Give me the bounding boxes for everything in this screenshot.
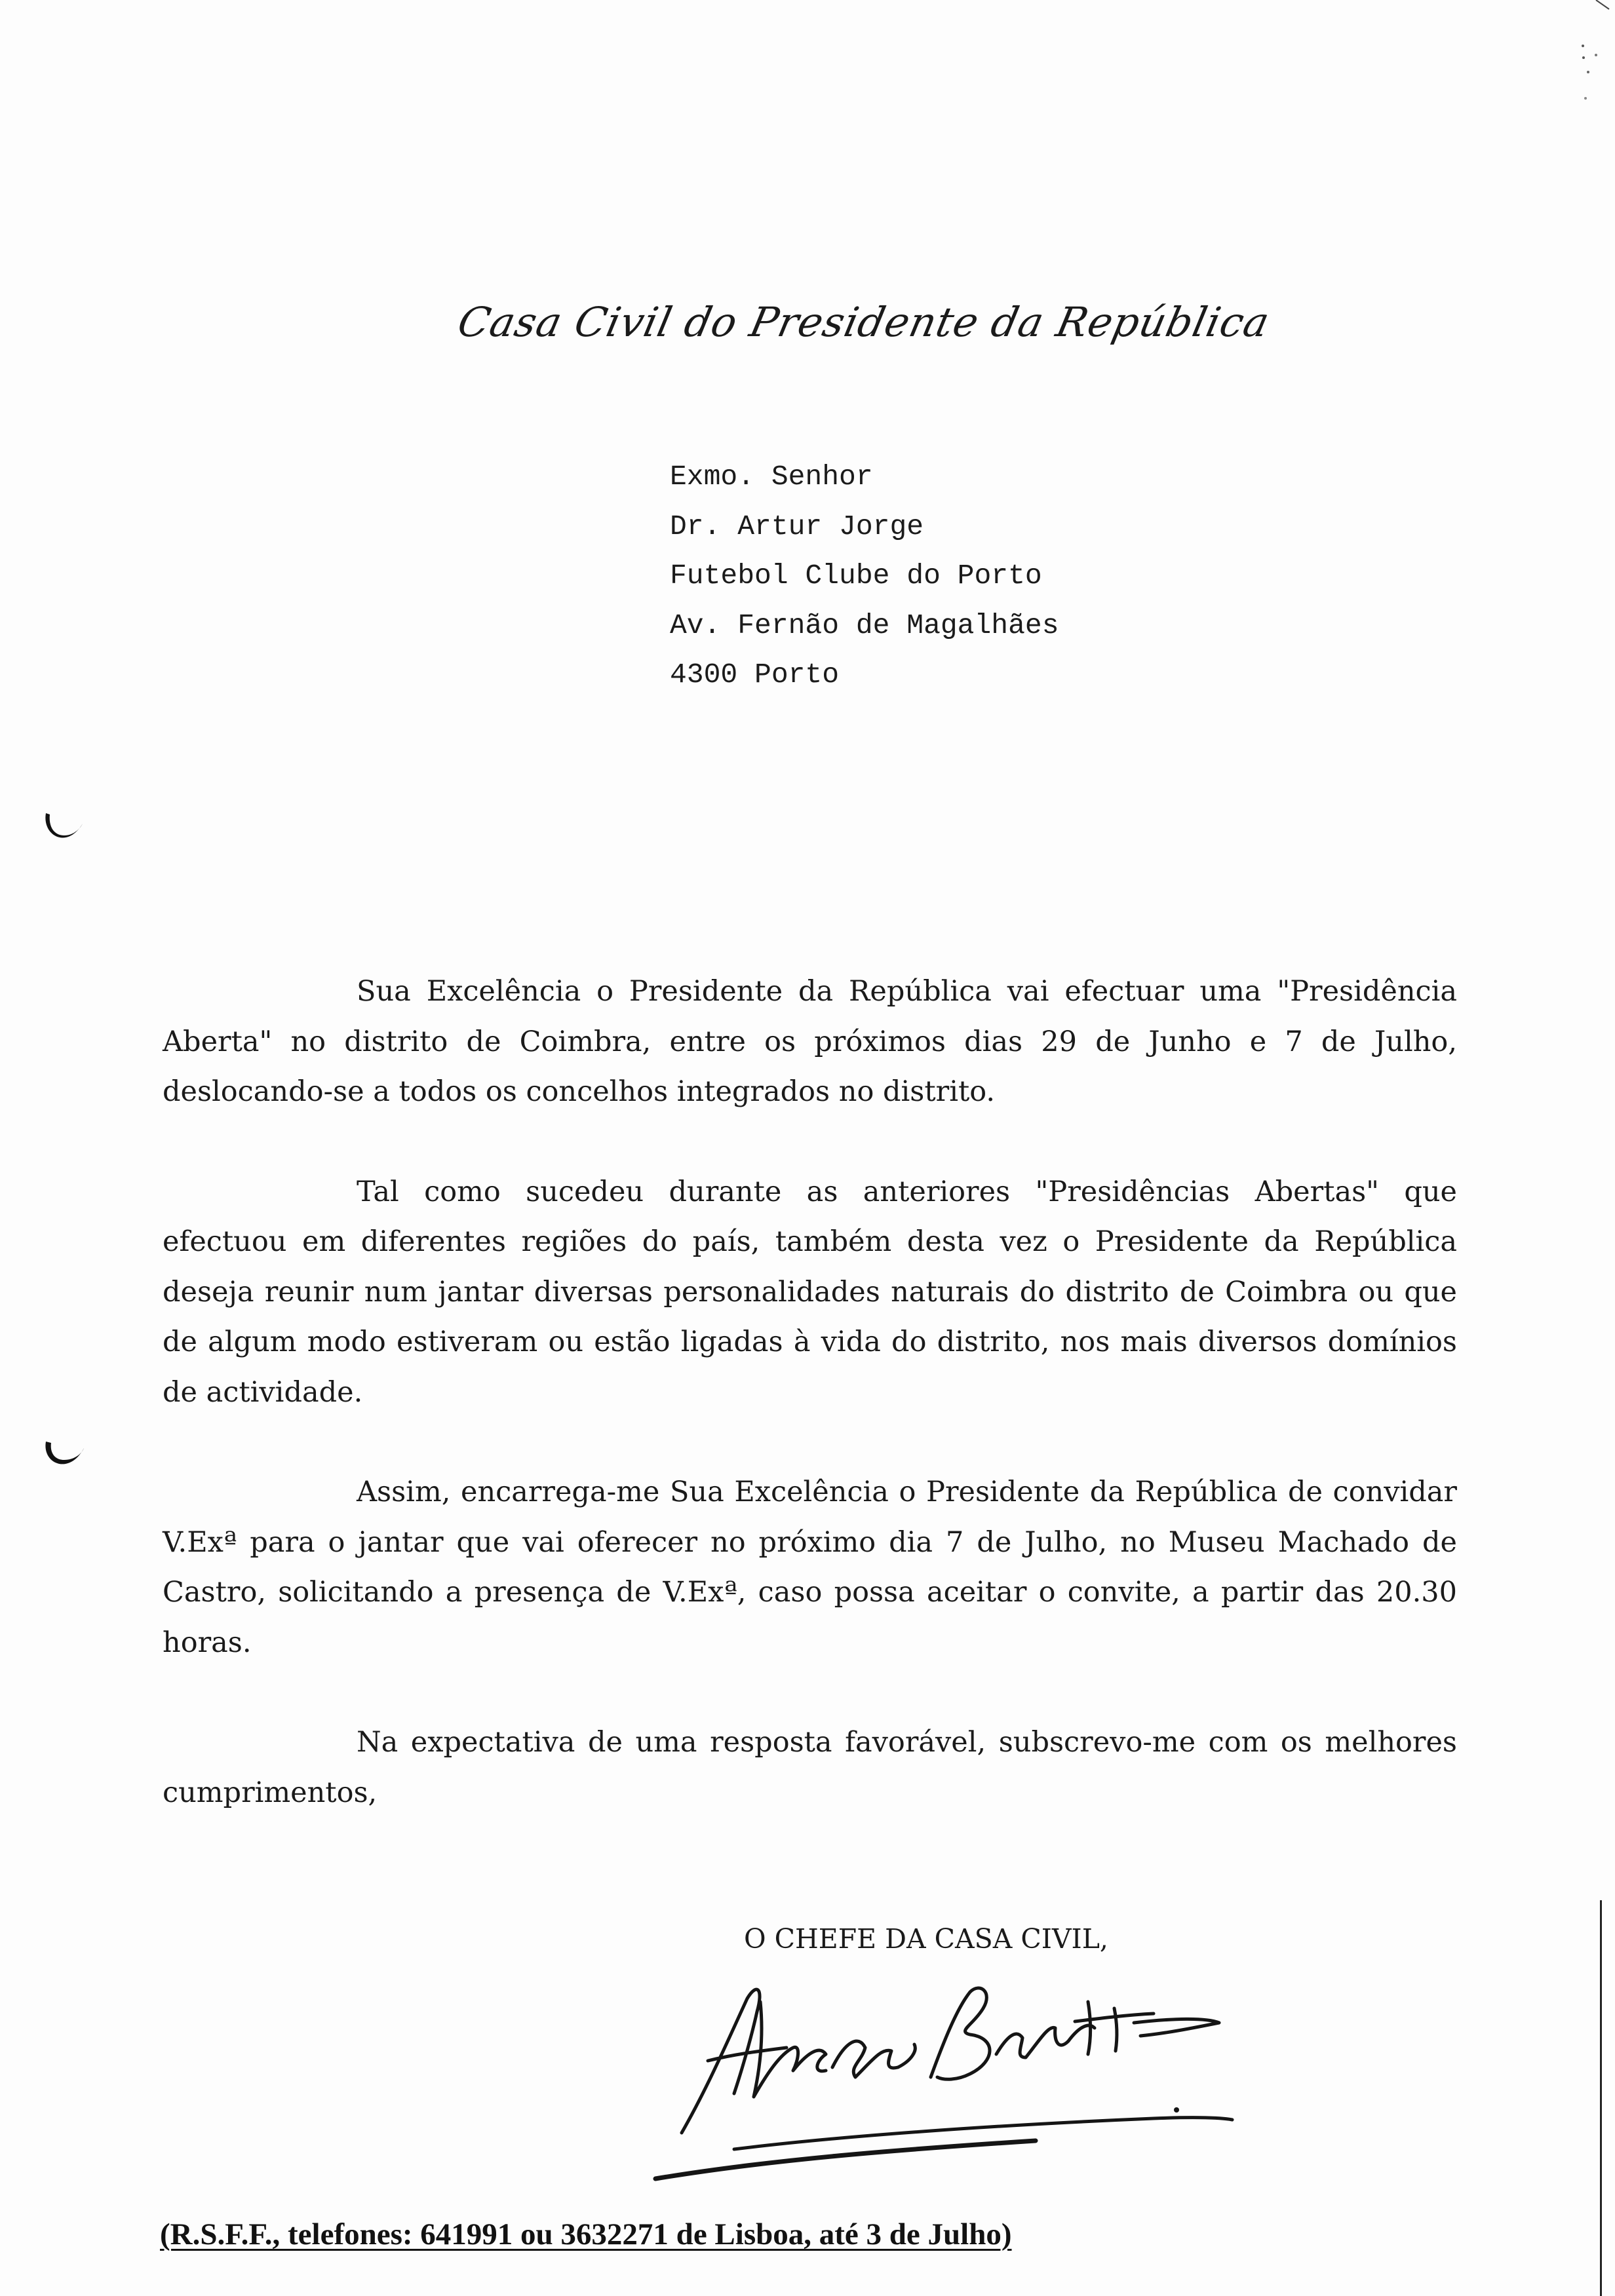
- punch-hole-mark: [41, 809, 87, 849]
- recipient-address: [670, 452, 1059, 700]
- body-paragraph: Na expectativa de uma resposta favorável, subscrevo-me com os melhores cumprimentos,: [163, 1726, 1457, 1809]
- letter-body: [163, 966, 1457, 1867]
- recipient-line-salutation: Exmo. Senhor: [670, 461, 873, 493]
- signatory-title: O CHEFE DA CASA CIVIL,: [744, 1923, 1108, 1955]
- handwritten-signature: [629, 1962, 1291, 2185]
- recipient-line-street: Av. Fernão de Magalhães: [670, 609, 1059, 641]
- recipient-line-name: Dr. Artur Jorge: [670, 510, 924, 543]
- body-paragraph: Assim, encarrega-me Sua Excelência o Presidente da República de convidar V.Exª para o jantar que vai oferecer no próximo dia 7 de Julho, no Museu Machado de Castro, solicitando a presença de V.Exª, caso possa aceitar o convite, a partir das 20.30 horas.: [163, 1476, 1457, 1659]
- footer-note: (R.S.F.F., telefones: 641991 ou 3632271 de Lisboa, até 3 de Julho): [160, 2217, 1012, 2251]
- recipient-line-city: 4300 Porto: [670, 659, 840, 691]
- body-paragraph: Tal como sucedeu durante as anteriores "Presidências Abertas" que efectuou em diferentes regiões do país, também desta vez o Presidente da República deseja reunir num jantar diversas personalidades naturais do distrito de Coimbra ou que de algum modo estiveram ou estão ligadas à vida do distrito, nos mais diversos domínios de actividade.: [163, 1175, 1457, 1409]
- recipient-line-organization: Futebol Clube do Porto: [670, 560, 1042, 592]
- scan-specks: [1570, 0, 1615, 131]
- punch-hole-mark: [41, 1435, 87, 1474]
- letterhead-title: Casa Civil do Presidente da República: [454, 298, 1274, 346]
- scan-edge-line: [1599, 1900, 1603, 2296]
- body-paragraph: Sua Excelência o Presidente da República vai efectuar uma "Presidência Aberta" no distrito de Coimbra, entre os próximos dias 29 de Junho e 7 de Julho, deslocando-se a todos os concelhos integrados no distrito.: [163, 975, 1457, 1108]
